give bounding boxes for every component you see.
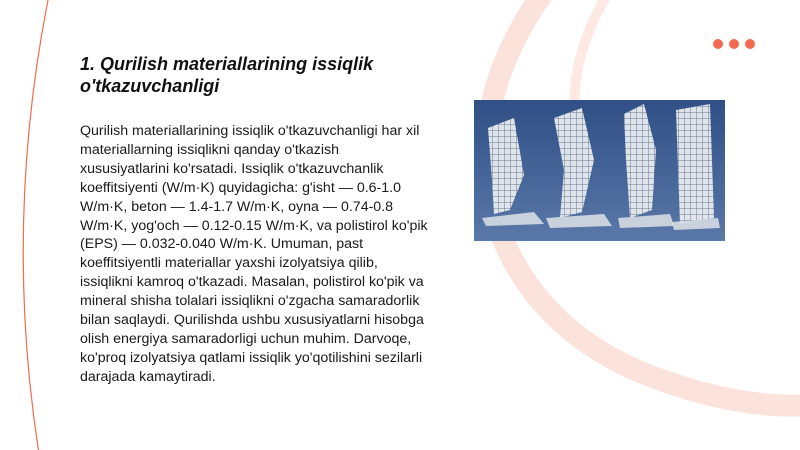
decorative-dots <box>713 39 755 49</box>
left-thin-arc <box>23 0 50 450</box>
slide-body-text: Qurilish materiallarining issiqlik o'tkazuvchanligi har xil materiallarning issiqlikni qanday o'tkazish xususiyatlarini ko'rsatadi. Issiqlik o'tkazuvchanlik koeffitsiyenti (W/m·K) quyidagicha: g'isht — 0.6-1.0 W/m·K, beton — 1.4-1.7 W/m·K, oyna — 0.74-0.8 W/m·K, yog'och — 0.12-0.15 W/m·K, va polistirol ko'pik (EPS) — 0.032-0.040 W/m·K. Umuman, past koeffitsiyentli materiallar yaxshi izolyatsiya qilib, issiqlikni kamroq o'tkazadi. Masalan, polistirol ko'pik va mineral shisha tolalari issiqlikni o'zgacha samaradorlik bilan saqlaydi. Qurilishda ushbu xususiyatlarni hisobga olish energiya samaradorligi uchun muhim. Darvoqe, ko'proq izolyatsiya qatlami issiqlik yo'qotilishini sezilarli darajada kamaytiradi. <box>80 123 428 385</box>
building-collapse-simulation-image <box>474 100 725 241</box>
dot-icon <box>745 39 755 49</box>
slide-title: 1. Qurilish materiallarining issiqlik o'tkazuvchanligi <box>80 54 374 96</box>
dot-icon <box>713 39 723 49</box>
dot-icon <box>729 39 739 49</box>
